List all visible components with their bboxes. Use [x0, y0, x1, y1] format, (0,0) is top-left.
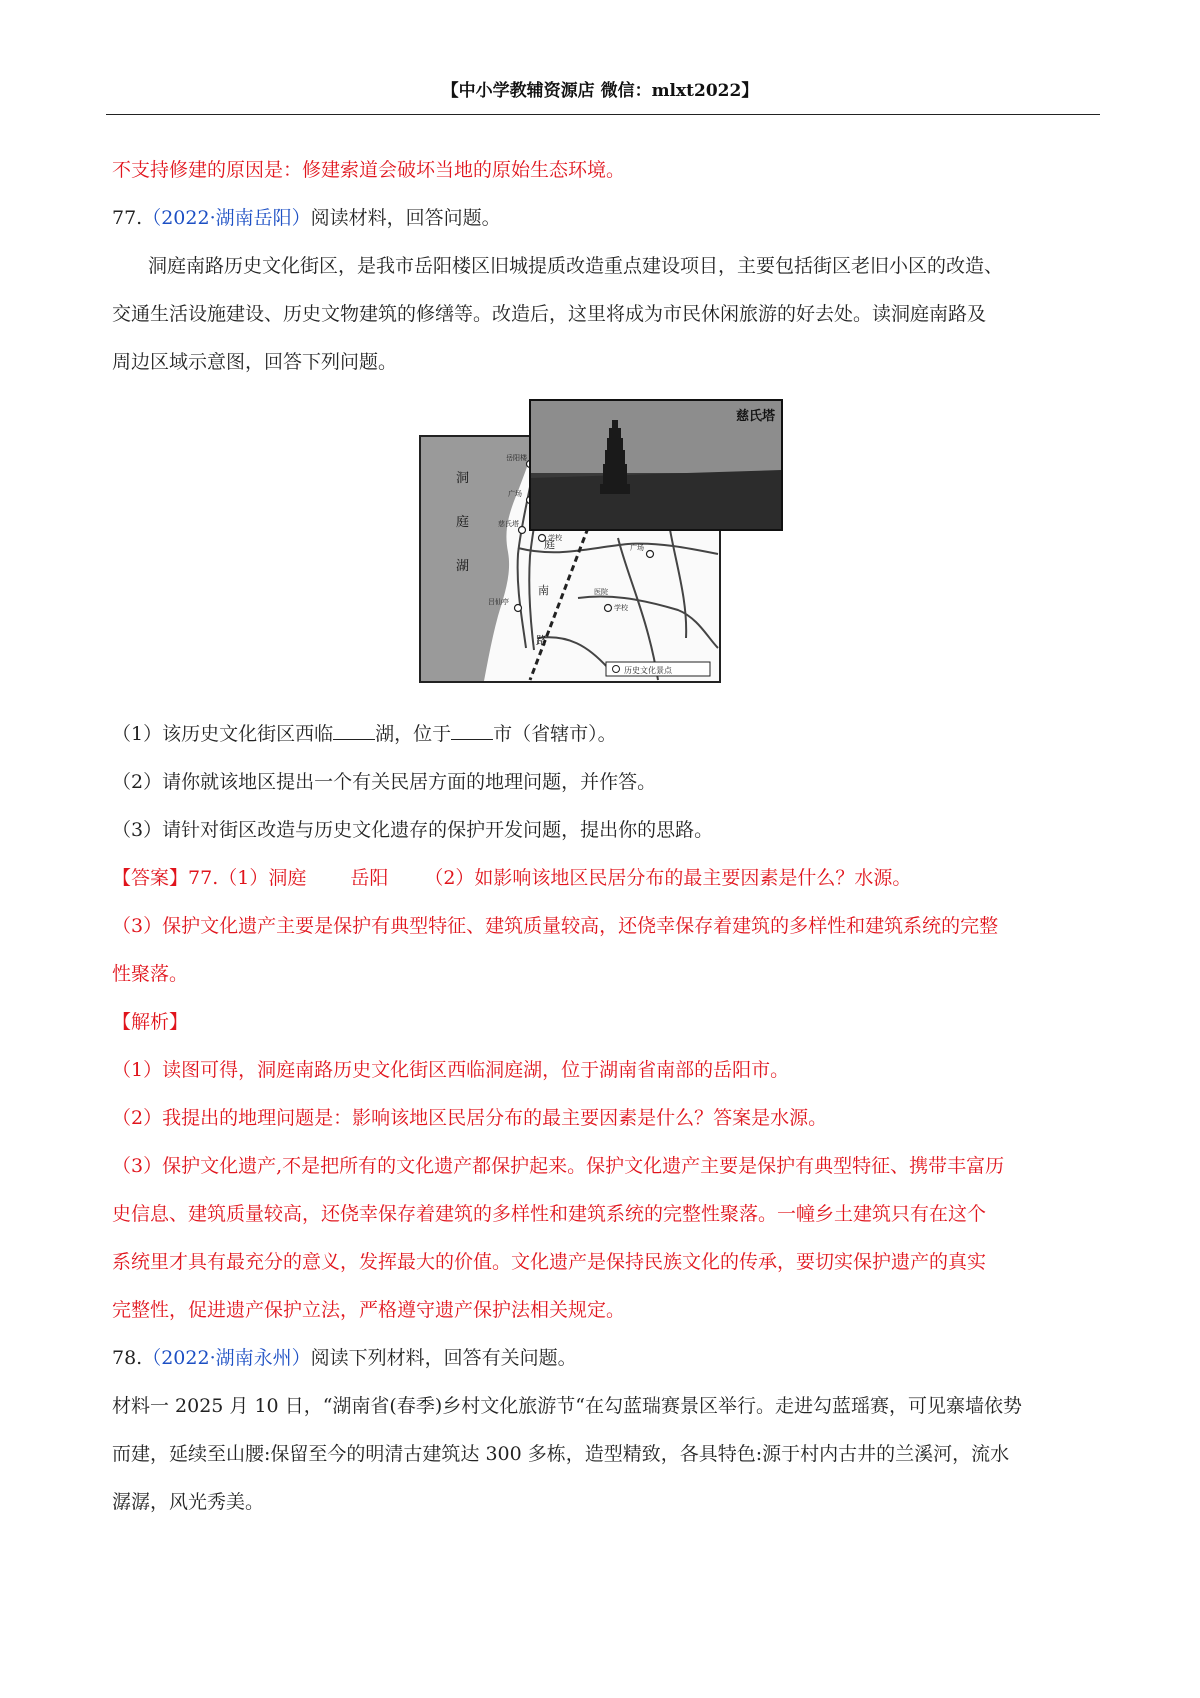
q77-answer: [112, 866, 911, 890]
answer-3-line: 性聚落。: [112, 963, 189, 985]
lake-label: 洞: [456, 471, 470, 486]
q1-text-a: （1）该历史文化街区西临: [112, 723, 334, 745]
analysis-line: （3）保护文化遗产,不是把所有的文化遗产都保护起来。保护文化遗产主要是保护有典型特征、携带丰富历: [112, 1155, 1005, 1177]
q1-text-c: 市（省辖市）。: [493, 723, 617, 745]
place-label: 广场: [630, 544, 644, 552]
q78-prompt: 阅读下列材料，回答有关问题。: [310, 1347, 577, 1369]
map-figure: [418, 398, 784, 688]
q77-question-2: （2）请你就该地区提出一个有关民居方面的地理问题，并作答。: [112, 771, 657, 793]
header-rule: [106, 114, 1100, 115]
q78-material-line: 潺潺，风光秀美。: [112, 1491, 265, 1513]
photo-label: 慈氏塔: [736, 409, 776, 424]
analysis-line: （1）读图可得，洞庭南路历史文化街区西临洞庭湖，位于湖南省南部的岳阳市。: [112, 1059, 790, 1081]
legend-symbol: [613, 666, 620, 673]
pagoda-photo-ground: [531, 470, 781, 529]
q78-title: [112, 1346, 577, 1370]
answer-2: （2）如影响该地区民居分布的最主要因素是什么？水源。: [424, 867, 912, 889]
place-label: 岳阳楼: [506, 454, 527, 462]
place-label: 广场: [508, 490, 522, 498]
q77-material-line: 交通生活设施建设、历史文物建筑的修缮等。改造后，这里将成为市民休闲旅游的好去处。读洞庭南路及: [112, 303, 987, 325]
q77-question-3: （3）请针对街区改造与历史文化遗存的保护开发问题，提出你的思路。: [112, 819, 714, 841]
road-label: 路: [536, 634, 547, 647]
analysis-line: 完整性，促进遗产保护立法，严格遵守遗产保护法相关规定。: [112, 1299, 626, 1321]
answer-1a: 77.（1）洞庭: [188, 867, 307, 889]
q77-number: 77.: [112, 207, 143, 229]
place-label: 学校: [548, 534, 562, 542]
answer-tag: 【答案】: [112, 867, 189, 889]
q1-text-b: 湖，位于: [375, 723, 452, 745]
analysis-line: （2）我提出的地理问题是：影响该地区民居分布的最主要因素是什么？答案是水源。: [112, 1107, 828, 1129]
place-label: 学校: [614, 604, 628, 612]
q77-prompt: 阅读材料，回答问题。: [310, 207, 501, 229]
q78-material-line: 材料一 2025 月 10 日，“湖南省(春季)乡村文化旅游节“在勾蓝瑞赛景区举行。走进勾蓝瑶赛，可见寨墙依势: [112, 1395, 1022, 1417]
q77-title: [112, 206, 501, 230]
analysis-tag: 【解析】: [112, 1011, 189, 1033]
lake-label: 庭: [456, 515, 470, 530]
place-label: 吕仙亭: [488, 598, 509, 606]
q78-source: （2022·湖南永州）: [142, 1347, 311, 1369]
legend-label: 历史文化景点: [624, 666, 672, 675]
answer-1b: 岳阳: [350, 867, 389, 889]
answer-3-line: （3）保护文化遗产主要是保护有典型特征、建筑质量较高，还侥幸保存着建筑的多样性和建筑系统的完整: [112, 915, 999, 937]
lake-label: 湖: [456, 559, 470, 574]
q77-source: （2022·湖南岳阳）: [142, 207, 311, 229]
page-header: 【中小学教辅资源店 微信：mlxt2022】: [441, 81, 759, 101]
answer-blank[interactable]: [333, 723, 375, 740]
q77-question-1: [112, 722, 617, 746]
analysis-line: 史信息、建筑质量较高，还侥幸保存着建筑的多样性和建筑系统的完整性聚落。一幢乡土建筑只有在这个: [112, 1203, 987, 1225]
previous-answer: 不支持修建的原因是：修建索道会破坏当地的原始生态环境。: [112, 159, 626, 181]
q78-number: 78.: [112, 1347, 143, 1369]
place-label: 医院: [594, 588, 608, 596]
road-label: 庭: [544, 538, 555, 551]
analysis-line: 系统里才具有最充分的意义，发挥最大的价值。文化遗产是保持民族文化的传承，要切实保护遗产的真实: [112, 1251, 987, 1273]
q77-material-line: 洞庭南路历史文化街区，是我市岳阳楼区旧城提质改造重点建设项目，主要包括街区老旧小区的改造、: [148, 255, 1004, 277]
road-label: 南: [538, 584, 549, 597]
answer-blank[interactable]: [451, 723, 493, 740]
q77-material-line: 周边区域示意图，回答下列问题。: [112, 351, 398, 373]
place-label: 慈氏塔: [498, 520, 519, 528]
q78-material-line: 而建，延续至山腰:保留至今的明清古建筑达 300 多栋，造型精致，各具特色:源于村内古井的兰溪河，流水: [112, 1443, 1010, 1465]
